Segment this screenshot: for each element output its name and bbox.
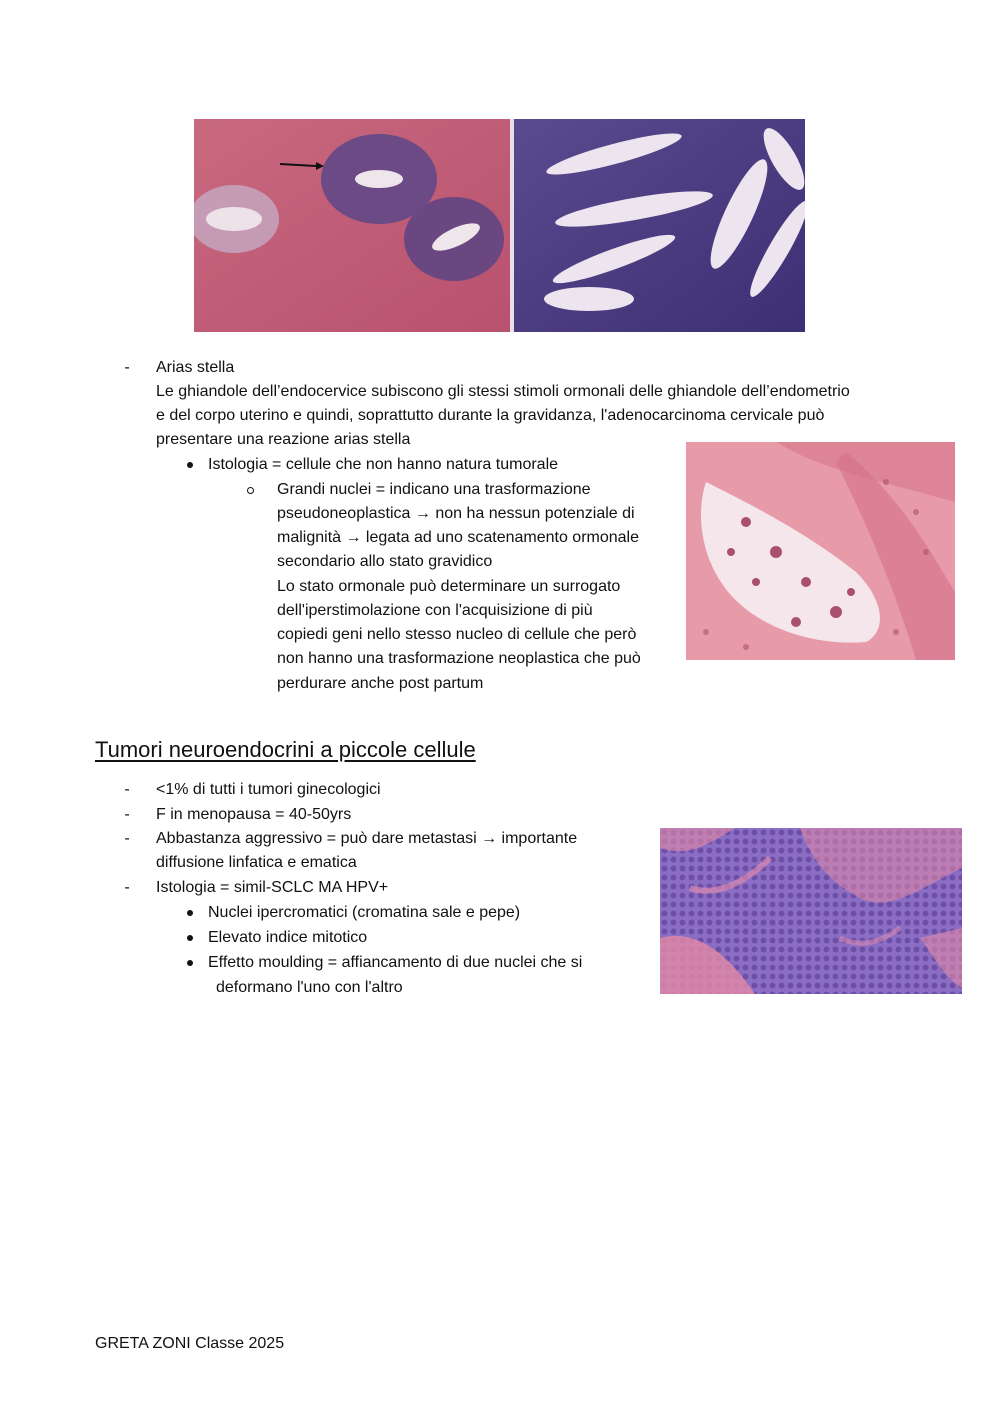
tumori-bullet-3-cont: diffusione linfatica e ematica: [156, 854, 357, 871]
list-dash: -: [124, 359, 130, 376]
arias-stato-line: perdurare anche post partum: [277, 675, 484, 692]
list-dash: -: [124, 806, 130, 823]
section-heading-tumori: Tumori neuroendocrini a piccole cellule: [95, 737, 476, 762]
footer-author: GRETA ZONI Classe 2025: [95, 1335, 285, 1352]
histology-image-glands: [194, 119, 805, 332]
arias-nuclei-line: Grandi nuclei = indicano una trasformazione: [277, 481, 591, 498]
histology-image-small-cell: [660, 828, 962, 994]
arias-paragraph-line: presentare una reazione arias stella: [156, 431, 411, 448]
arias-paragraph-line: Le ghiandole dell’endocervice subiscono gli stessi stimoli ormonali delle ghiandole dell’endometrio: [156, 383, 850, 400]
tumori-bullet-1: <1% di tutti i tumori ginecologici: [156, 781, 381, 798]
tumori-bullet-4: Istologia = simil-SCLC MA HPV+: [156, 879, 389, 896]
tumori-bullet-2: F in menopausa = 40-50yrs: [156, 806, 352, 823]
tumori-sub-2: Elevato indice mitotico: [208, 929, 368, 946]
arias-nuclei-line: pseudoneoplastica → non ha nessun potenziale di: [277, 505, 635, 522]
bullet-circle: [247, 487, 254, 494]
arias-stato-line: dell'iperstimolazione con l'acquisizione di più: [277, 602, 593, 619]
list-dash: -: [124, 879, 130, 896]
arias-nuclei-line: malignità → legata ad uno scatenamento ormonale: [277, 529, 639, 546]
tumori-bullet-3: Abbastanza aggressivo = può dare metastasi → importante: [156, 830, 578, 847]
bullet-dot: [187, 910, 193, 916]
tumori-sub-1: Nuclei ipercromatici (cromatina sale e pepe): [208, 904, 521, 921]
arias-stato-line: Lo stato ormonale può determinare un surrogato: [277, 578, 621, 595]
tumori-sub-3: Effetto moulding = affiancamento di due nuclei che si: [208, 954, 583, 971]
bullet-dot: [187, 462, 193, 468]
list-dash: -: [124, 781, 130, 798]
list-dash: -: [124, 830, 130, 847]
arias-stato-line: copiedi geni nello stesso nucleo di cellule che però: [277, 626, 637, 643]
arias-istologia: Istologia = cellule che non hanno natura tumorale: [208, 456, 559, 473]
histology-image-arias-stella: [686, 442, 955, 660]
arias-title: Arias stella: [156, 359, 235, 376]
bullet-dot: [187, 960, 193, 966]
bullet-dot: [187, 935, 193, 941]
arias-paragraph-line: e del corpo uterino e quindi, soprattutto durante la gravidanza, l'adenocarcinoma cervicale può: [156, 407, 825, 424]
tumori-sub-3-cont: deformano l'uno con l'altro: [216, 979, 403, 996]
arias-stato-line: non hanno una trasformazione neoplastica che può: [277, 650, 641, 667]
arias-nuclei-line: secondario allo stato gravidico: [277, 553, 493, 570]
